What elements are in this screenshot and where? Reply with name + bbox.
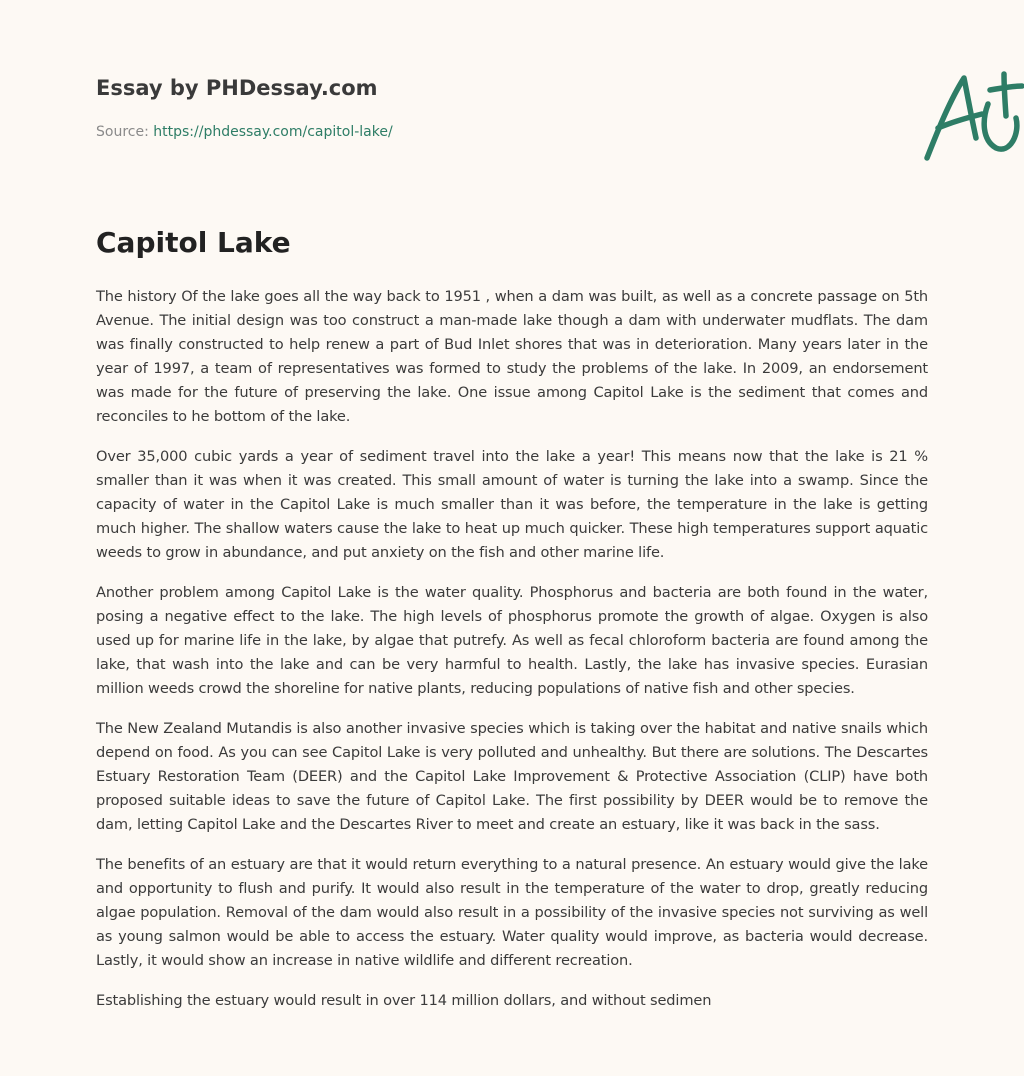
a-plus-logo-icon <box>918 68 1024 164</box>
essay-paragraph: The New Zealand Mutandis is also another invasive species which is taking over the habitat and native snails which depend on food. As you can see Capitol Lake is very polluted and unhealthy. But there are solutions. The Descartes Estuary Restoration Team (DEER) and the Capitol Lake Improvement & Protective Association (CLIP) have both proposed suitable ideas to save the future of Capitol Lake. The first possibility by DEER would be to remove the dam, letting Capitol Lake and the Descartes River to meet and create an estuary, like it was back in the sass. <box>96 720 928 833</box>
source-label: Source: <box>96 124 149 140</box>
essay-body <box>96 285 928 1029</box>
site-title: Essay by PHDessay.com <box>96 76 378 100</box>
essay-paragraph: Another problem among Capitol Lake is the water quality. Phosphorus and bacteria are both found in the water, posing a negative effect to the lake. The high levels of phosphorus promote the growth of algae. Oxygen is also used up for marine life in the lake, by algae that putrefy. As well as fecal chloroform bacteria are found among the lake, that wash into the lake and can be very harmful to health. Lastly, the lake has invasive species. Eurasian million weeds crowd the shoreline for native plants, reducing populations of native fish and other species. <box>96 584 928 697</box>
essay-title: Capitol Lake <box>96 226 291 259</box>
source-link[interactable]: https://phdessay.com/capitol-lake/ <box>153 124 393 140</box>
essay-paragraph: The history Of the lake goes all the way back to 1951 , when a dam was built, as well as a concrete passage on 5th Avenue. The initial design was too construct a man-made lake though a dam with underwater mudflats. The dam was finally constructed to help renew a part of Bud Inlet shores that was in deterioration. Many years later in the year of 1997, a team of representatives was formed to study the problems of the lake. In 2009, an endorsement was made for the future of preserving the lake. One issue among Capitol Lake is the sediment that comes and reconciles to he bottom of the lake. <box>96 288 928 425</box>
essay-paragraph: Establishing the estuary would result in over 114 million dollars, and without sedimen <box>96 992 712 1009</box>
essay-paragraph: The benefits of an estuary are that it would return everything to a natural presence. An estuary would give the lake and opportunity to flush and purify. It would also result in the temperature of the water to drop, greatly reducing algae population. Removal of the dam would also result in a possibility of the invasive species not surviving as well as young salmon would be able to access the estuary. Water quality would improve, as bacteria would decrease. Lastly, it would show an increase in native wildlife and different recreation. <box>96 856 928 969</box>
source-line <box>96 124 393 140</box>
essay-paragraph: Over 35,000 cubic yards a year of sediment travel into the lake a year! This means now that the lake is 21 % smaller than it was when it was created. This small amount of water is turning the lake into a swamp. Since the capacity of water in the Capitol Lake is much smaller than it was before, the temperature in the lake is getting much higher. The shallow waters cause the lake to heat up much quicker. These high temperatures support aquatic weeds to grow in abundance, and put anxiety on the fish and other marine life. <box>96 448 928 561</box>
